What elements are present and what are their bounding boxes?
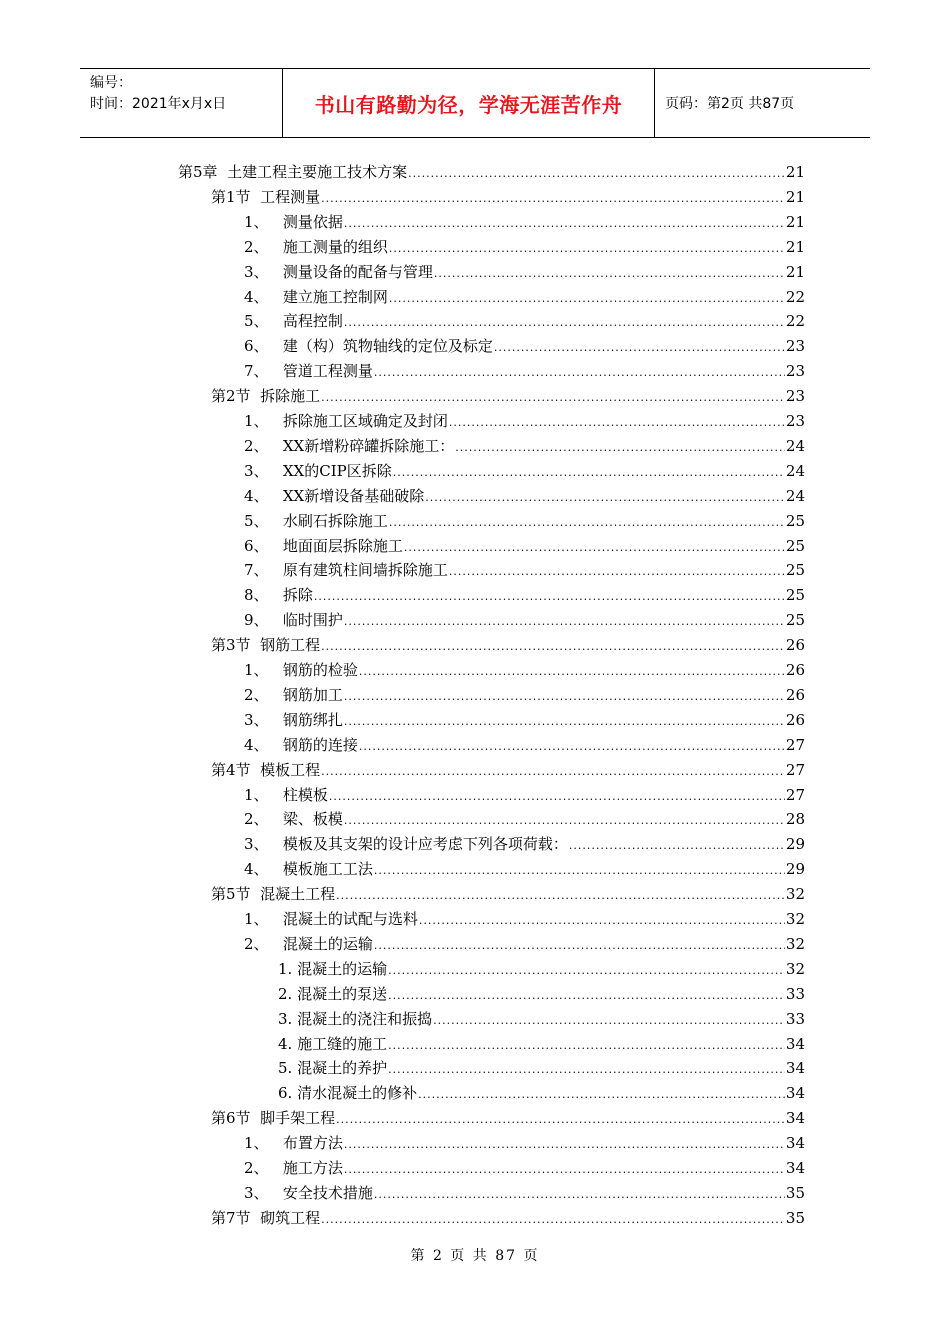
toc-entry-title: 钢筋的连接 (282, 735, 358, 754)
toc-entry-number: 4、 (244, 287, 283, 306)
toc-dot-leader (336, 888, 785, 904)
toc-entry-number: 1、 (244, 785, 283, 804)
toc-entry[interactable] (244, 930, 805, 954)
toc-entry-title: 混凝土的试配与选料 (282, 910, 418, 928)
toc-entry-number: 2. (278, 984, 298, 1003)
toc-entry-title: 工程测量 (260, 187, 321, 206)
toc-entry-title: 模板施工工法 (282, 860, 373, 879)
header-info-cell (80, 69, 283, 137)
toc-entry-title: 模板工程 (260, 760, 321, 779)
toc-entry-number: 1、 (244, 212, 283, 231)
toc-entry-title: 安全技术措施 (282, 1183, 373, 1202)
toc-dot-leader (494, 340, 785, 356)
toc-dot-leader (389, 515, 785, 531)
toc-entry[interactable] (244, 307, 805, 331)
toc-entry-title: 砌筑工程 (260, 1208, 321, 1227)
toc-entry[interactable] (244, 482, 805, 506)
toc-entry[interactable] (244, 556, 805, 580)
toc-entry[interactable] (244, 905, 805, 929)
toc-entry-page: 28 (785, 810, 805, 829)
toc-dot-leader (449, 415, 785, 431)
toc-entry[interactable] (244, 283, 805, 307)
header-motto-cell (283, 69, 655, 137)
toc-entry-page: 33 (785, 984, 805, 1003)
toc-entry-number: 2、 (244, 685, 283, 704)
toc-dot-leader (418, 1087, 785, 1103)
toc-entry-number: 第3节 (211, 636, 261, 655)
toc-entry-number: 6. (278, 1084, 298, 1103)
toc-entry-page: 24 (785, 436, 805, 455)
toc-entry-title: 原有建筑柱间墙拆除施工 (282, 561, 448, 580)
toc-entry-title: 拆除 (282, 586, 313, 605)
toc-entry[interactable] (244, 581, 805, 605)
toc-entry-page: 21 (785, 212, 805, 231)
toc-entry[interactable] (278, 1005, 805, 1029)
toc-entry[interactable] (278, 980, 805, 1004)
page-header (80, 68, 870, 138)
toc-entry-title: XX新增粉碎罐拆除施工： (282, 436, 455, 455)
toc-entry-page: 27 (785, 735, 805, 754)
toc-entry-title: 拆除施工 (260, 387, 321, 406)
toc-entry-number: 6、 (244, 536, 283, 555)
toc-entry-page: 32 (785, 934, 805, 953)
toc-entry-title: 钢筋加工 (282, 685, 343, 704)
toc-entry-page: 21 (785, 237, 805, 256)
toc-entry-page: 21 (785, 163, 805, 181)
toc-entry-title: XX新增设备基础破除 (282, 486, 425, 505)
toc-entry-number: 1、 (244, 661, 283, 679)
toc-entry-number: 2、 (244, 810, 283, 829)
toc-entry-page: 23 (785, 362, 805, 381)
toc-entry-page: 25 (785, 511, 805, 530)
toc-entry[interactable] (244, 357, 805, 381)
toc-entry-title: 土建工程主要施工技术方案 (227, 163, 408, 181)
toc-entry-page: 34 (785, 1159, 805, 1177)
toc-entry-number: 第5章 (178, 163, 228, 181)
toc-entry[interactable] (244, 830, 805, 854)
toc-entry-page: 27 (785, 760, 805, 779)
toc-entry[interactable] (244, 1129, 805, 1153)
toc-entry-number: 3、 (244, 262, 283, 281)
toc-entry-page: 23 (785, 387, 805, 406)
toc-entry[interactable] (244, 781, 805, 805)
toc-entry-title: 模板及其支架的设计应考虑下列各项荷载： (282, 835, 568, 854)
toc-entry-number: 第7节 (211, 1208, 261, 1227)
toc-entry[interactable] (244, 457, 805, 481)
toc-entry-number: 1. (278, 959, 298, 978)
toc-entry-title: 混凝土的泵送 (297, 984, 388, 1003)
toc-entry-page: 32 (785, 910, 805, 928)
toc-entry[interactable] (178, 158, 805, 182)
toc-dot-leader (344, 689, 785, 705)
toc-entry-title: 混凝土工程 (260, 885, 336, 904)
toc-entry[interactable] (244, 1154, 805, 1178)
toc-dot-leader (321, 639, 785, 655)
toc-entry-page: 35 (785, 1208, 805, 1227)
toc-entry-title: 测量依据 (282, 212, 343, 231)
toc-entry[interactable] (244, 507, 805, 531)
toc-entry-page: 26 (785, 661, 805, 679)
toc-entry[interactable] (244, 1179, 805, 1203)
toc-entry-number: 4、 (244, 735, 283, 754)
toc-entry-title: 钢筋工程 (260, 636, 321, 655)
toc-entry[interactable] (211, 756, 805, 780)
toc-entry[interactable] (244, 332, 805, 356)
toc-entry-title: 测量设备的配备与管理 (282, 262, 433, 281)
toc-dot-leader (344, 216, 785, 232)
toc-entry[interactable] (211, 382, 805, 406)
toc-entry-number: 6、 (244, 337, 283, 356)
toc-entry-title: 施工方法 (282, 1159, 343, 1177)
toc-entry-page: 25 (785, 586, 805, 605)
toc-entry-title: 梁、板模 (282, 810, 343, 829)
toc-entry-title: 清水混凝土的修补 (297, 1084, 418, 1103)
page-info: 页码：第2页 共87页 (665, 96, 795, 112)
toc-entry-number: 3、 (244, 1183, 283, 1202)
toc-dot-leader (329, 789, 785, 805)
toc-dot-leader (449, 564, 785, 580)
toc-dot-leader (425, 490, 785, 506)
toc-entry-title: 钢筋的检验 (282, 661, 358, 679)
toc-dot-leader (389, 241, 785, 257)
toc-entry-page: 22 (785, 312, 805, 331)
toc-dot-leader (374, 938, 785, 954)
motto-text: 书山有路勤为径，学海无涯苦作舟 (314, 92, 623, 117)
toc-entry-title: 施工测量的组织 (282, 237, 388, 256)
toc-entry[interactable] (244, 532, 805, 556)
toc-entry-number: 3. (278, 1009, 298, 1028)
header-page-cell (655, 69, 870, 137)
toc-dot-leader (393, 465, 785, 481)
toc-entry-number: 第2节 (211, 387, 261, 406)
toc-entry-number: 1、 (244, 412, 283, 430)
toc-entry-title: 临时围护 (282, 611, 343, 630)
toc-entry[interactable] (244, 233, 805, 257)
toc-entry-number: 4、 (244, 860, 283, 879)
toc-dot-leader (389, 291, 785, 307)
toc-entry-title: 拆除施工区域确定及封闭 (282, 412, 448, 430)
toc-dot-leader (455, 440, 785, 456)
toc-entry-number: 1、 (244, 910, 283, 928)
toc-dot-leader (321, 764, 785, 780)
toc-entry-title: 施工缝的施工 (297, 1034, 388, 1053)
toc-entry[interactable] (244, 681, 805, 705)
toc-entry-number: 第5节 (211, 885, 261, 904)
toc-entry-page: 21 (785, 187, 805, 206)
toc-entry[interactable] (211, 880, 805, 904)
toc-entry-page: 29 (785, 835, 805, 854)
toc-entry[interactable] (278, 1054, 805, 1078)
toc-entry[interactable] (244, 606, 805, 630)
toc-entry-title: 地面面层拆除施工 (282, 536, 403, 555)
toc-entry-page: 32 (785, 885, 805, 904)
toc-entry[interactable] (211, 631, 805, 655)
toc-entry-page: 34 (785, 1059, 805, 1078)
toc-entry-number: 7、 (244, 561, 283, 580)
toc-entry-page: 26 (785, 685, 805, 704)
toc-dot-leader (388, 1062, 785, 1078)
toc-entry-title: 建立施工控制网 (282, 287, 388, 306)
toc-entry[interactable] (244, 855, 805, 879)
toc-entry[interactable] (244, 731, 805, 755)
toc-entry-number: 4. (278, 1034, 298, 1053)
toc-dot-leader (374, 863, 785, 879)
toc-dot-leader (344, 315, 785, 331)
toc-entry-page: 34 (785, 1084, 805, 1103)
toc-entry[interactable] (244, 208, 805, 232)
toc-entry[interactable] (211, 1104, 805, 1128)
toc-entry-number: 2、 (244, 934, 283, 953)
toc-entry-page: 27 (785, 785, 805, 804)
toc-entry-page: 24 (785, 461, 805, 480)
toc-entry[interactable] (278, 955, 805, 979)
toc-dot-leader (388, 1038, 785, 1054)
toc-dot-leader (344, 813, 785, 829)
toc-dot-leader (321, 191, 785, 207)
toc-dot-leader (434, 266, 785, 282)
toc-entry-title: 混凝土的运输 (282, 934, 373, 953)
toc-dot-leader (359, 664, 785, 680)
toc-entry-title: 混凝土的浇注和振捣 (297, 1009, 433, 1028)
toc-entry-number: 4、 (244, 486, 283, 505)
toc-entry-number: 5、 (244, 312, 283, 331)
toc-dot-leader (336, 1112, 785, 1128)
toc-entry-page: 21 (785, 262, 805, 281)
toc-dot-leader (344, 1137, 785, 1153)
toc-entry-page: 34 (785, 1109, 805, 1128)
toc-entry-number: 第6节 (211, 1109, 261, 1128)
toc-entry-title: 水刷石拆除施工 (282, 511, 388, 530)
toc-entry-number: 7、 (244, 362, 283, 381)
toc-entry-title: 柱模板 (282, 785, 328, 804)
toc-entry-number: 5. (278, 1059, 298, 1078)
toc-dot-leader (321, 1212, 785, 1228)
toc-dot-leader (321, 390, 785, 406)
toc-entry[interactable] (244, 258, 805, 282)
toc-dot-leader (569, 838, 785, 854)
toc-entry-title: 建（构）筑物轴线的定位及标定 (282, 337, 493, 356)
toc-entry[interactable] (278, 1030, 805, 1054)
toc-dot-leader (404, 540, 785, 556)
toc-entry-page: 32 (785, 959, 805, 978)
toc-dot-leader (314, 589, 785, 605)
toc-entry[interactable] (244, 407, 805, 431)
toc-entry-page: 23 (785, 412, 805, 430)
toc-entry-page: 22 (785, 287, 805, 306)
toc-dot-leader (374, 1187, 785, 1203)
toc-entry-page: 34 (785, 1034, 805, 1053)
toc-entry[interactable] (211, 183, 805, 207)
toc-dot-leader (344, 1162, 785, 1178)
toc-entry-number: 3、 (244, 710, 283, 729)
toc-entry-title: 管道工程测量 (282, 362, 373, 381)
toc-entry-number: 2、 (244, 1159, 283, 1177)
toc-entry-number: 3、 (244, 835, 283, 854)
toc-entry-title: 布置方法 (282, 1134, 343, 1153)
toc-entry-page: 24 (785, 486, 805, 505)
page-footer: 第 2 页 共 87 页 (410, 1248, 540, 1264)
toc-entry[interactable] (244, 805, 805, 829)
toc-entry-title: 混凝土的养护 (297, 1059, 388, 1078)
toc-entry[interactable] (244, 706, 805, 730)
toc-entry-number: 8、 (244, 586, 283, 605)
toc-entry-page: 23 (785, 337, 805, 356)
toc-entry-number: 2、 (244, 436, 283, 455)
toc-entry-title: 脚手架工程 (260, 1109, 336, 1128)
toc-entry-page: 25 (785, 561, 805, 580)
toc-entry-page: 34 (785, 1134, 805, 1153)
toc-entry-number: 9、 (244, 611, 283, 630)
toc-entry-page: 26 (785, 710, 805, 729)
toc-dot-leader (433, 1013, 785, 1029)
toc-dot-leader (374, 365, 785, 381)
toc-dot-leader (419, 913, 785, 929)
serial-label: 编号： (90, 75, 132, 91)
toc-dot-leader (388, 963, 785, 979)
date-label: 时间：2021年x月x日 (90, 96, 227, 112)
toc-entry-title: 钢筋绑扎 (282, 710, 343, 729)
toc-entry[interactable] (244, 432, 805, 456)
toc-entry-number: 2、 (244, 237, 283, 256)
toc-entry-number: 5、 (244, 511, 283, 530)
toc-dot-leader (408, 166, 785, 182)
toc-entry-title: 混凝土的运输 (297, 959, 388, 978)
toc-entry[interactable] (211, 1204, 805, 1228)
toc-dot-leader (388, 988, 785, 1004)
toc-entry-title: 高程控制 (282, 312, 343, 331)
toc-entry-page: 25 (785, 536, 805, 555)
toc-entry-title: XX的CIP区拆除 (282, 461, 392, 480)
toc-entry-page: 26 (785, 636, 805, 655)
toc-entry-number: 1、 (244, 1134, 283, 1153)
toc-entry-page: 35 (785, 1183, 805, 1202)
toc-entry-number: 3、 (244, 461, 283, 480)
toc-entry-page: 25 (785, 611, 805, 630)
toc-entry-page: 29 (785, 860, 805, 879)
toc-dot-leader (344, 714, 785, 730)
toc-entry-number: 第1节 (211, 187, 261, 206)
toc-entry-page: 33 (785, 1009, 805, 1028)
toc-entry[interactable] (278, 1079, 805, 1103)
toc-entry-number: 第4节 (211, 760, 261, 779)
toc-dot-leader (344, 614, 785, 630)
toc-dot-leader (359, 739, 785, 755)
toc-entry[interactable] (244, 656, 805, 680)
